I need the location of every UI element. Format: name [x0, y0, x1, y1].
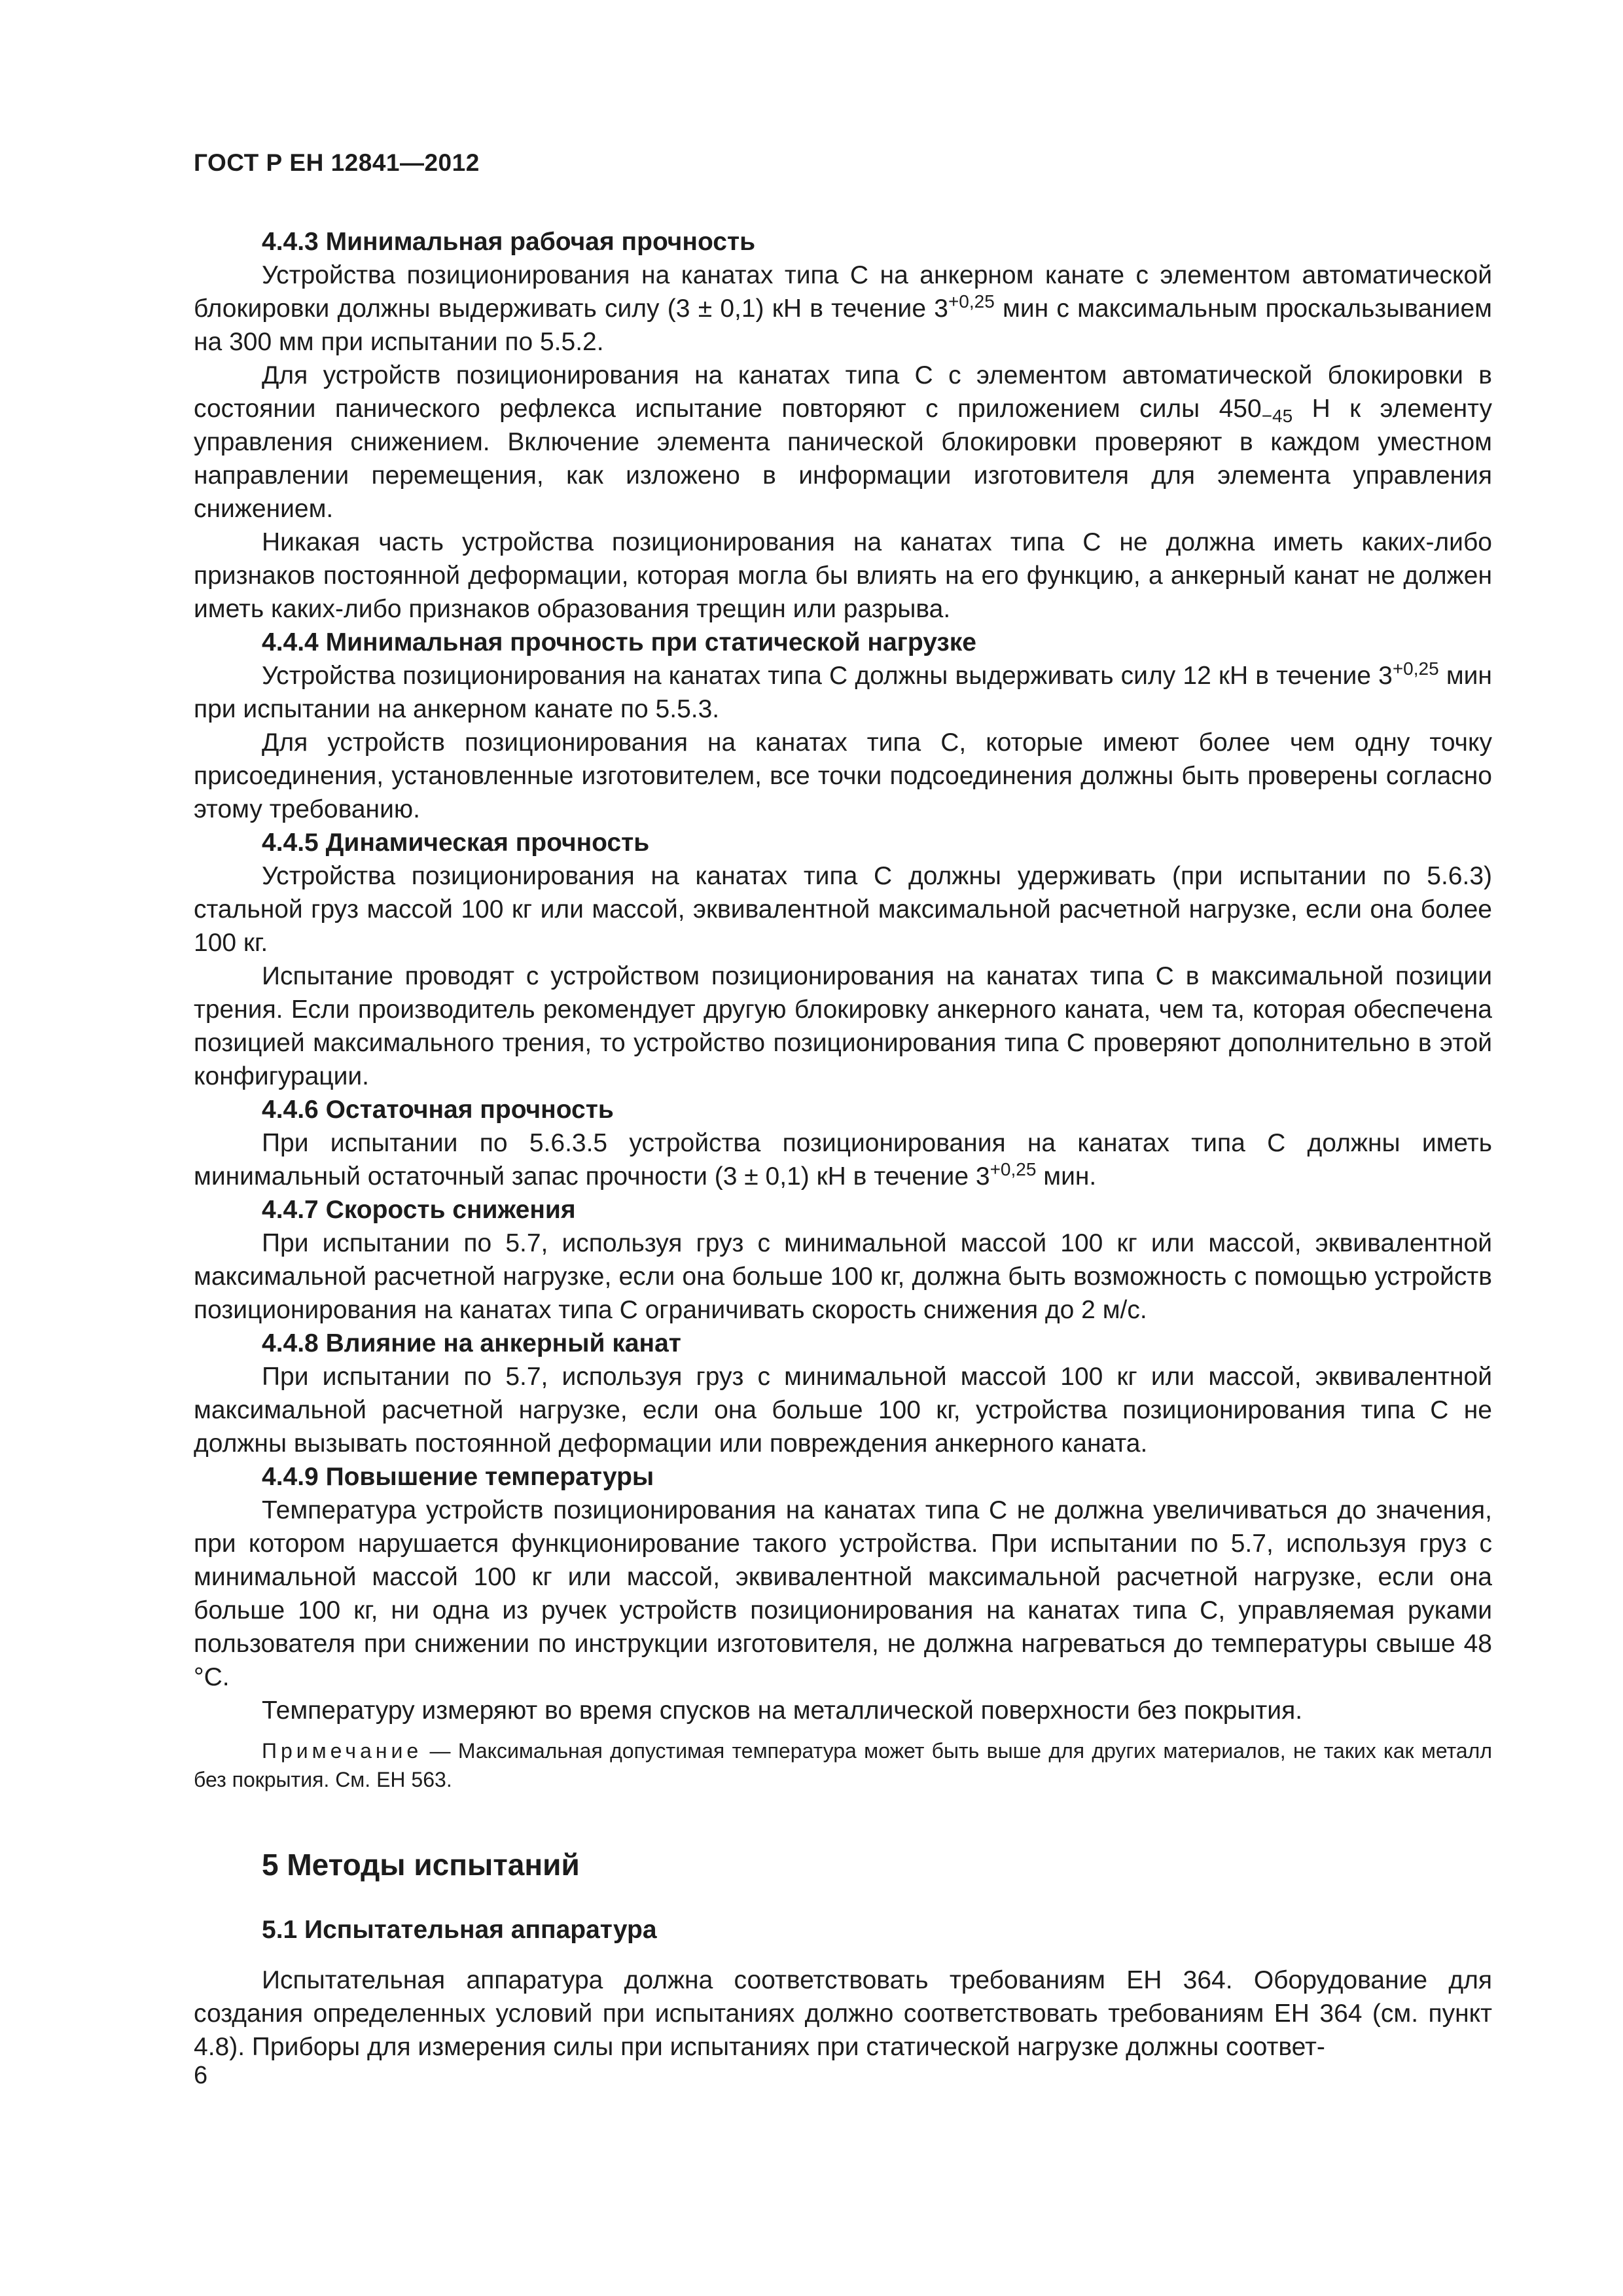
note-text: — Максимальная допустимая температура может быть выше для других материалов, не таких как металл без покрытия. См. ЕН 563. [194, 1739, 1492, 1791]
paragraph: Испытательная аппаратура должна соответствовать требованиям ЕН 364. Оборудование для создания определенных условий при испытаниях должно соответствовать требованиям ЕН 364 (см. пункт 4.8). Приборы для измерения силы при испытаниях при статической нагрузке должны соответ- [194, 1966, 1492, 2061]
paragraph: При испытании по 5.7, используя груз с минимальной массой 100 кг или массой, эквивалентной максимальной расчетной нагрузке, если она больше 100 кг, должна быть возможность с помощью устройств позиционирования на канатах типа С ограничивать скорость снижения до 2 м/с. [194, 1229, 1492, 1324]
section-heading-4-4-6: 4.4.6 Остаточная прочность [262, 1096, 614, 1124]
paragraph: При испытании по 5.6.3.5 устройства позиционирования на канатах типа С должны иметь минимальный остаточный запас прочности (3 ± 0,1) кН в течение $3^{+0,25}$ мин. [194, 1129, 1492, 1191]
section-heading-4-4-5: 4.4.5 Динамическая прочность [262, 829, 650, 857]
paragraph: Устройства позиционирования на канатах типа С должны удерживать (при испытании по 5.6.3) стальной груз массой 100 кг или массой, эквивалентной максимальной расчетной нагрузке, если она более 100 кг. [194, 862, 1492, 957]
section-heading-4-4-4: 4.4.4 Минимальная прочность при статической нагрузке [262, 628, 976, 656]
running-header: ГОСТ Р ЕН 12841—2012 [194, 149, 480, 176]
section-heading-5: 5 Методы испытаний [262, 1848, 580, 1882]
paragraph: Для устройств позиционирования на канатах типа С, которые имеют более чем одну точку присоединения, установленные изготовителем, все точки подсоединения должны быть проверены согласно этому требованию. [194, 728, 1492, 823]
paragraph: Температуру измеряют во время спусков на металлической поверхности без покрытия. [262, 1696, 1303, 1725]
paragraph: Для устройств позиционирования на канатах типа С с элементом автоматической блокировки в состоянии панического рефлекса испытание повторяют с приложением силы $450_{-45}$ Н к элементу управления снижением. Включение элемента панической блокировки проверяют в каждом уместном направлении перемещения, как изложено в информации изготовителя для элемента управления снижением. [194, 361, 1492, 523]
tolerance-superscript: +0,25 [948, 291, 995, 312]
paragraph: Испытание проводят с устройством позиционирования на канатах типа С в максимальной позиции трения. Если производитель рекомендует другую блокировку анкерного каната, чем та, которая обеспечена позицией максимального трения, то устройство позиционирования типа С проверяют дополнительно в этой конфигурации. [194, 962, 1492, 1090]
paragraph: Устройства позиционирования на канатах типа С должны выдерживать силу 12 кН в течение $3^{+0,25}$ мин при испытании на анкерном канате по 5.5.3. [194, 658, 1492, 723]
paragraph: Температура устройств позиционирования на канатах типа С не должна увеличиваться до значения, при котором нарушается функционирование такого устройства. При испытании по 5.7, используя груз с минимальной массой 100 кг или массой, эквивалентной максимальной расчетной нагрузке, если она больше 100 кг, ни одна из ручек устройств позиционирования на канатах типа С, управляемая руками пользователя при снижении по инструкции изготовителя, не должна нагреваться до температуры свыше 48 °С. [194, 1496, 1492, 1691]
paragraph: При испытании по 5.7, используя груз с минимальной массой 100 кг или массой, эквивалентной максимальной расчетной нагрузке, если она больше 100 кг, устройства позиционирования типа С не должны вызывать постоянной деформации или повреждения анкерного каната. [194, 1363, 1492, 1458]
tolerance-superscript: +0,25 [990, 1159, 1037, 1179]
section-heading-4-4-3: 4.4.3 Минимальная рабочая прочность [262, 228, 756, 256]
section-heading-4-4-8: 4.4.8 Влияние на анкерный канат [262, 1329, 681, 1357]
section-heading-4-4-9: 4.4.9 Повышение температуры [262, 1463, 654, 1491]
section-heading-4-4-7: 4.4.7 Скорость снижения [262, 1196, 576, 1224]
note [194, 1736, 1492, 1794]
tolerance-superscript: +0,25 [1392, 658, 1439, 679]
note-label: Примечание [262, 1739, 423, 1763]
page-number: 6 [194, 2062, 208, 2089]
document-body [194, 225, 1492, 2064]
paragraph: Устройства позиционирования на канатах типа С на анкерном канате с элементом автоматической блокировки должны выдерживать силу (3 ± 0,1) кН в течение $3^{+0,25}$ мин с максимальным проскальзыванием на 300 мм при испытании по 5.5.2. [194, 261, 1492, 356]
tolerance-subscript: −45 [1261, 406, 1293, 426]
paragraph: Никакая часть устройства позиционирования на канатах типа С не должна иметь каких-либо признаков постоянной деформации, которая могла бы влиять на его функцию, а анкерный канат не должен иметь каких-либо признаков образования трещин или разрыва. [194, 528, 1492, 623]
section-heading-5-1: 5.1 Испытательная аппаратура [262, 1916, 657, 1944]
